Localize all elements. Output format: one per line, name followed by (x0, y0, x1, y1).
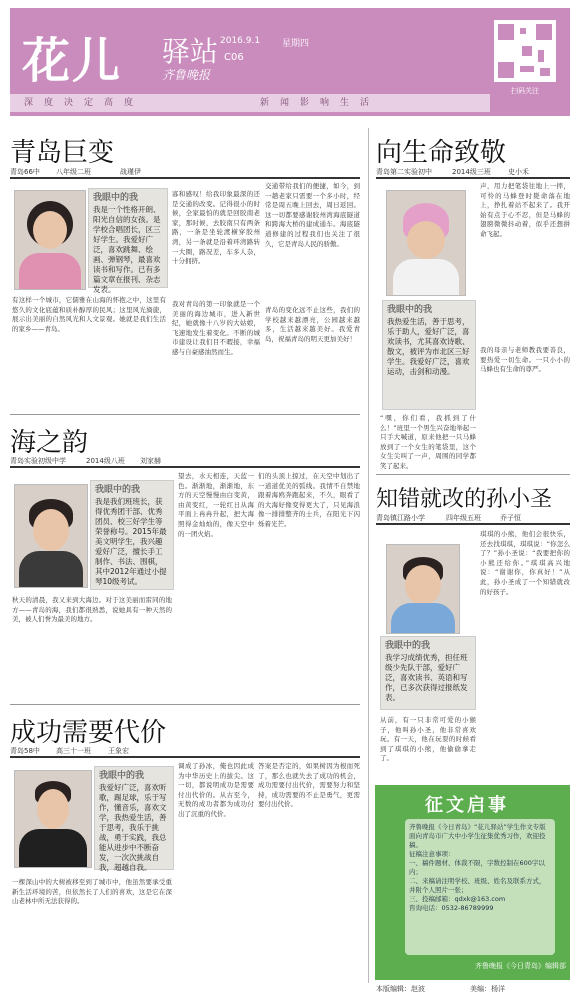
slogan-char: 高 (104, 98, 120, 108)
self-intro-box (382, 300, 476, 410)
article-text: 望去，水天相连，天蓝一色。渐渐地，渐渐地，东方的天空慢慢由白变黄，由黄变红，一轮红日从海平面上冉冉升起，把大海照得金灿灿的，像天空中的一团火焰。 (178, 472, 254, 538)
article-text: 们的头顶上掠过，在天空中划出了一道道优美的弧线。我情不自禁地跟着海鸥奔跑起来，不久，眼看了的大海好像变得更大了，只见海浪像一排排整齐的士兵，在阳光下闪烁着光芒。 (258, 472, 360, 528)
divider (376, 474, 570, 475)
article-author: 战瑾伊 (120, 168, 141, 176)
article-author: 王象宏 (108, 747, 129, 755)
article-class: 高三十一班 (56, 747, 91, 755)
notice-sign: 齐鲁晚报《今日青岛》编辑部 (475, 962, 566, 970)
article-text: 琪琪的小熊，他们会很快乐，还去找琪琪，琪琪说：“你怎么了？”孙小圣说：“我要把你的小熊还给你。”琪琪高兴地说：“谢谢你，你真好！”从此，孙小圣成了一个知错就改的好孩子。 (480, 530, 570, 596)
qr-code-icon[interactable] (494, 20, 556, 82)
article-text: 有这样一个城市，它儒雅在山海的怀抱之中，这里有悠久的文化底蕴和质朴醇厚的民风；这里风光旖旎，展示出美丽的自然风光和人文景观。她就是我们生活的家乡——青岛。 (12, 296, 166, 333)
article-school: 青岛实验初级中学 (10, 457, 66, 465)
notice-title: 征文启事 (425, 795, 509, 816)
self-intro-box (88, 188, 168, 294)
article-title: 知错就改的孙小圣 (376, 487, 553, 512)
slogan-char: 生 (340, 98, 356, 108)
self-intro-title: 我眼中的我 (93, 193, 139, 203)
article-text: 答案是否定的，如果树因为根而死了，那么也就失去了成功的机会，成功需要付出代价，需要努力和坚持，成功需要的不止是勇气，更需要付出代价。 (258, 762, 360, 809)
article-author: 史小禾 (508, 168, 529, 176)
article-text: 青岛的变化远不止这些，我们的学校越来越漂亮，公园越来越多，生活越来越美好。我爱青岛，祝福青岛的明天更加美好！ (265, 306, 360, 343)
divider (10, 704, 360, 705)
slogan-char: 活 (360, 98, 376, 108)
masthead-station: 驿站 (162, 35, 219, 68)
article-title: 青岛巨变 (10, 138, 115, 168)
article-class: 2014级三班 (452, 168, 491, 176)
slogan-char: 定 (84, 98, 100, 108)
self-intro-text: 我爱好广泛，喜欢听歌，踢足球，乐于写作，懂音乐，喜欢文学，我热爱生活，善于思考，我乐于挑战，勇于实践，我总能从进步中不断奋发，一次次挑战自我，超越自我。 (99, 783, 167, 872)
author-photo (386, 544, 460, 634)
self-intro-text: 我热爱生活，善于思考，乐于助人，爱好广泛，喜欢读书，尤其喜欢诗歌、散文，被评为市北区三好学生。我爱好广泛，喜欢运动，击剑和动漫。 (387, 317, 470, 376)
slogan-char: 度 (124, 98, 140, 108)
divider (376, 523, 570, 525)
article-text: 我的母亲与老师教我要善良，要热爱一切生命。一只小小的马蜂也有生命的尊严。 (480, 346, 570, 374)
divider (10, 466, 360, 468)
masthead (10, 8, 570, 116)
divider (376, 177, 570, 179)
self-intro-title: 我眼中的我 (385, 641, 431, 651)
article-school: 青岛第二实验初中 (376, 168, 432, 176)
slogan-char: 闻 (280, 98, 296, 108)
masthead-date: 2016.9.1 (220, 36, 261, 46)
slogan-char: 深 (24, 98, 40, 108)
call-for-papers (375, 785, 570, 980)
self-intro-text: 我学习成绩优秀，担任班级少先队干部，爱好广泛，喜欢读书、英语和写作，已多次获得过报纸发表。 (385, 653, 468, 702)
slogan-char: 决 (64, 98, 80, 108)
column-divider (368, 128, 369, 983)
article-school: 青岛58中 (10, 747, 40, 755)
article-class: 2014级八班 (86, 457, 125, 465)
article-school: 青岛66中 (10, 168, 40, 176)
article-class: 八年级二班 (56, 168, 91, 176)
page-number: C06 (224, 52, 244, 63)
article-school: 青岛镇江路小学 (376, 514, 425, 522)
slogan-char: 响 (320, 98, 336, 108)
masthead-weekday: 星期四 (282, 39, 310, 49)
article-text: “嘿，你们看，我抓到了什么！”班里一个男生兴奋地举起一只手大喊道，原来他把一只马蜂放到了一个女生的笔袋里，这个女生尖叫了一声，周围的同学都笑了起来。 (380, 414, 476, 470)
divider (10, 414, 360, 415)
paper-name: 齐鲁晚报 (162, 68, 211, 82)
footer-editor: 本版编辑：赵波 (376, 985, 425, 993)
slogan-char: 新 (260, 98, 276, 108)
divider (10, 756, 360, 758)
self-intro-title: 我眼中的我 (95, 485, 141, 495)
slogan-char: 影 (300, 98, 316, 108)
article-text: 秋天的清晨，我又来到大海边。对于这美丽而雷同的地方——青岛的海，我们都很熟悉，说她具有一种天然的美，被人们誉为最美的地方。 (12, 596, 172, 624)
author-photo (14, 770, 92, 868)
article-text: 交通带给我们的便捷，如今，到一趟老家只需要一个多小时，经常是周五晚上回去，周日返回。这一切都要感谢胶州湾海底隧道和跨海大桥的建成通车。海底隧道修建的过程我们也关注了很久，它是青岛人民的骄傲。 (265, 182, 360, 248)
self-intro-title: 我眼中的我 (99, 771, 145, 781)
self-intro-text: 我是一个性格开朗、阳光自信的女孩。是学校合唱团长，区三好学生。我爱好广泛，喜欢跳舞、绘画、弹钢琴，最喜欢读书和写作。已有多篇文章在报刊、杂志发表。 (93, 205, 161, 294)
article-author: 乔子恒 (500, 514, 521, 522)
slogan-bar (10, 94, 490, 112)
masthead-logo: 花儿 (22, 33, 123, 89)
article-text: 我对青岛的第一印象就是一个美丽的海边城市，进入新世纪，她就像十八岁的大姑娘，飞速地发生着变化。不断的城市建设让我们目不暇接，幸福感与自豪感油然而生。 (172, 300, 260, 356)
slogan-char: 度 (44, 98, 60, 108)
article-text: 从前，有一只非常可爱的小猴子，他叫孙小圣，他非常喜欢玩。有一天，他在玩耍的时候看到了琪琪的小熊，他偷偷拿走了。 (380, 716, 476, 763)
footer-designer: 美编：杨洋 (470, 985, 505, 993)
self-intro-text: 我是我们班班长，获得优秀团干部、优秀团员、校三好学生等荣誉称号。2015年最美文明学生，我兴趣爱好广泛，擅长手工制作、书法、围棋，其中2012年通过小提琴10级考试。 (95, 497, 167, 586)
article-text: 寡和感叹！给我印象最深的还是交通的改变。记得很小的时候，全家最怕的就是回胶南老家，那时候，去胶南只有两条路，一条是坐轮渡横穿胶州湾，另一条就是沿着环湾路转一大圈，路况差，车多人杂，十分拥挤。 (172, 190, 260, 266)
author-photo (14, 484, 88, 588)
self-intro-box (380, 636, 476, 710)
divider (10, 177, 360, 179)
self-intro-box (94, 766, 174, 870)
self-intro-box (90, 480, 174, 590)
article-title: 海之韵 (10, 428, 89, 458)
article-text: 声，用力把笔袋往地上一摔，可怜的马蜂登时毙命落在地上，挣扎着站不起来了。我开始有点于心不忍，但是马蜂的翅膀微微抖动着，似乎还想拼命飞起。 (480, 182, 570, 238)
article-author: 刘家赫 (140, 457, 161, 465)
article-text: 调成了孙冰，俺也因此成为中华历史上的拔尖。这一切，都说明成功是需要付出代价的。从古至今，无数的成功者都为成功付出了沉重的代价。 (178, 762, 254, 818)
article-title: 成功需要代价 (10, 718, 167, 748)
notice-body: 齐鲁晚报《今日青岛》“花儿驿站”学生作文专版面向青岛市广大中小学生征集优秀习作，欢迎投稿。 征稿注意事项： 一、稿件题材、体裁不限，字数控制在600字以内； 二、来稿请注明学校、班级、姓名及联系方式，并附个人照片一张； 三、投稿邮箱：qdxk@163.com 咨询电话：0532-86789999 (405, 819, 555, 955)
qr-label: 扫码关注 (511, 87, 539, 95)
author-photo (14, 190, 86, 290)
self-intro-title: 我眼中的我 (387, 305, 433, 315)
article-title: 向生命致敬 (376, 138, 507, 168)
article-class: 四年级五班 (446, 514, 481, 522)
author-photo (386, 190, 466, 296)
article-text: 一棵深山中的大树被移至到了城市中，他虽然要承受重新生活环境的苦，但依然长了人们的喜欢，这是它在深山老林中所无法获得的。 (12, 878, 172, 906)
